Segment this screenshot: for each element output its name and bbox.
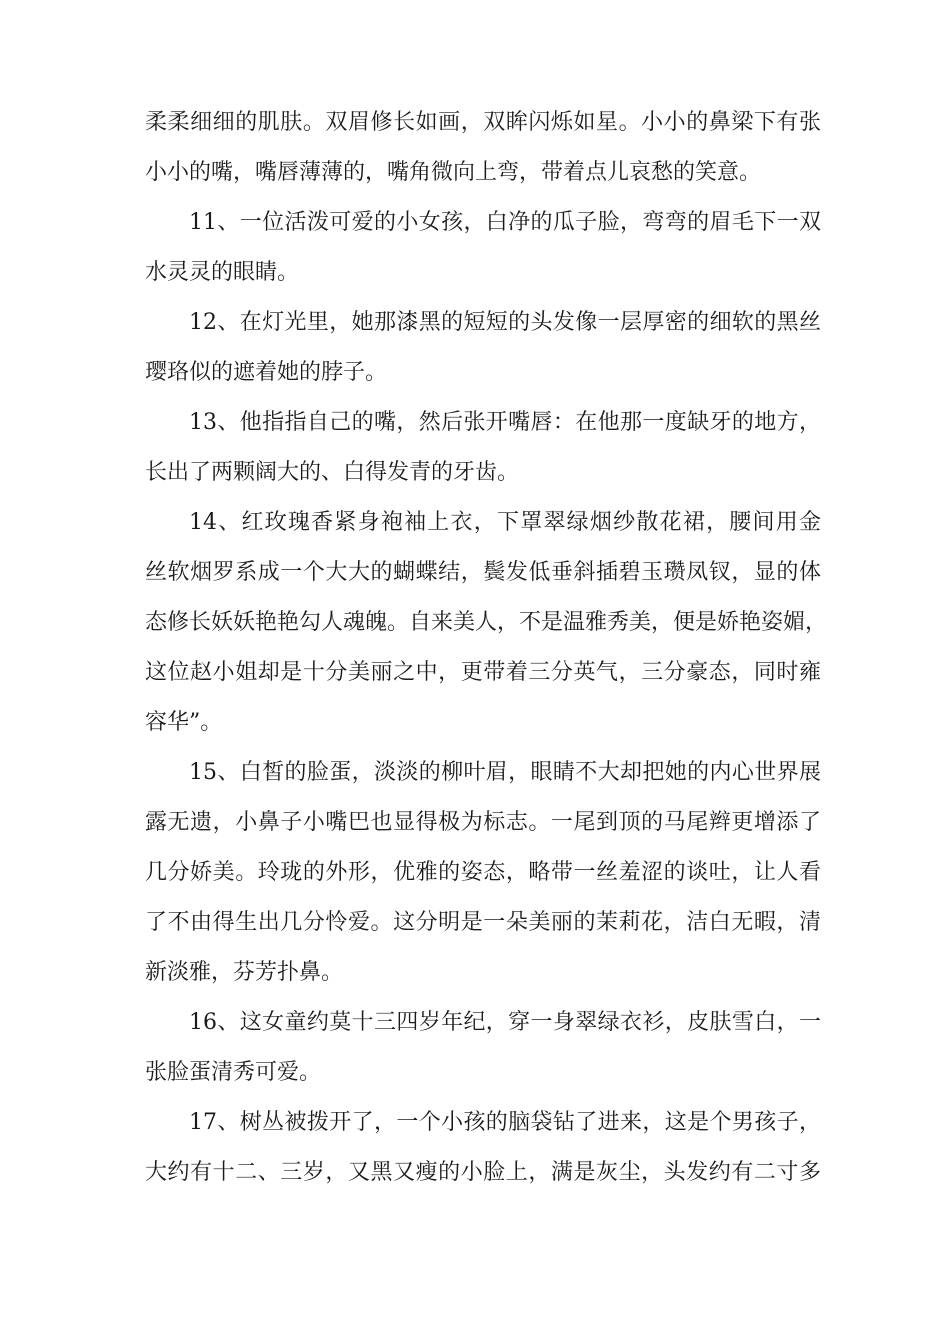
text-line: 了不由得生出几分怜爱。这分明是一朵美丽的茉莉花，洁白无暇，清 [145, 910, 821, 935]
text-line: 长出了两颗阔大的、白得发青的牙齿。 [145, 460, 520, 485]
text-line: 态修长妖妖艳艳勾人魂魄。自来美人，不是温雅秀美，便是娇艳姿媚， [145, 610, 828, 635]
text-line: 丝软烟罗系成一个大大的蝴蝶结，鬓发低垂斜插碧玉瓒凤钗，显的体 [145, 560, 821, 585]
text-line: 小小的嘴，嘴唇薄薄的，嘴角微向上弯，带着点儿哀愁的笑意。 [145, 160, 762, 185]
text-line: 这位赵小姐却是十分美丽之中，更带着三分英气，三分豪态，同时雍 [145, 660, 821, 685]
text-line: 几分娇美。玲珑的外形，优雅的姿态，略带一丝羞涩的谈吐，让人看 [145, 860, 821, 885]
paragraph-13 [145, 398, 821, 498]
text-line: 柔柔细细的肌肤。双眉修长如画，双眸闪烁如星。小小的鼻梁下有张 [145, 110, 821, 135]
paragraph-16 [145, 998, 821, 1098]
text-line: 大约有十二、三岁，又黑又瘦的小脸上，满是灰尘，头发约有二寸多 [145, 1160, 821, 1185]
document-body [145, 98, 828, 1198]
paragraph-17 [145, 1098, 821, 1198]
text-line: 12、在灯光里，她那漆黑的短短的头发像一层厚密的细软的黑丝 [189, 310, 821, 335]
text-line: 璎珞似的遮着她的脖子。 [145, 360, 388, 385]
text-line: 11、一位活泼可爱的小女孩，白净的瓜子脸，弯弯的眉毛下一双 [189, 210, 821, 235]
paragraph-12 [145, 298, 821, 398]
text-line: 容华”。 [145, 710, 223, 735]
text-line: 水灵灵的眼睛。 [145, 260, 300, 285]
text-line: 15、白皙的脸蛋，淡淡的柳叶眉，眼睛不大却把她的内心世界展 [189, 760, 821, 785]
paragraph-14 [145, 498, 828, 748]
text-line: 露无遗，小鼻子小嘴巴也显得极为标志。一尾到顶的马尾辫更增添了 [145, 810, 821, 835]
paragraph-11 [145, 198, 821, 298]
text-line: 13、他指指自己的嘴，然后张开嘴唇：在他那一度缺牙的地方， [189, 410, 821, 435]
paragraph [145, 98, 821, 198]
text-line: 14、红玫瑰香紧身袍袖上衣，下罩翠绿烟纱散花裙，腰间用金 [189, 510, 821, 535]
text-line: 张脸蛋清秀可爱。 [145, 1060, 322, 1085]
text-line: 新淡雅，芬芳扑鼻。 [145, 960, 344, 985]
text-line: 17、树丛被拨开了，一个小孩的脑袋钻了进来，这是个男孩子， [189, 1110, 821, 1135]
paragraph-15 [145, 748, 821, 998]
text-line: 16、这女童约莫十三四岁年纪，穿一身翠绿衣衫，皮肤雪白，一 [189, 1010, 821, 1035]
